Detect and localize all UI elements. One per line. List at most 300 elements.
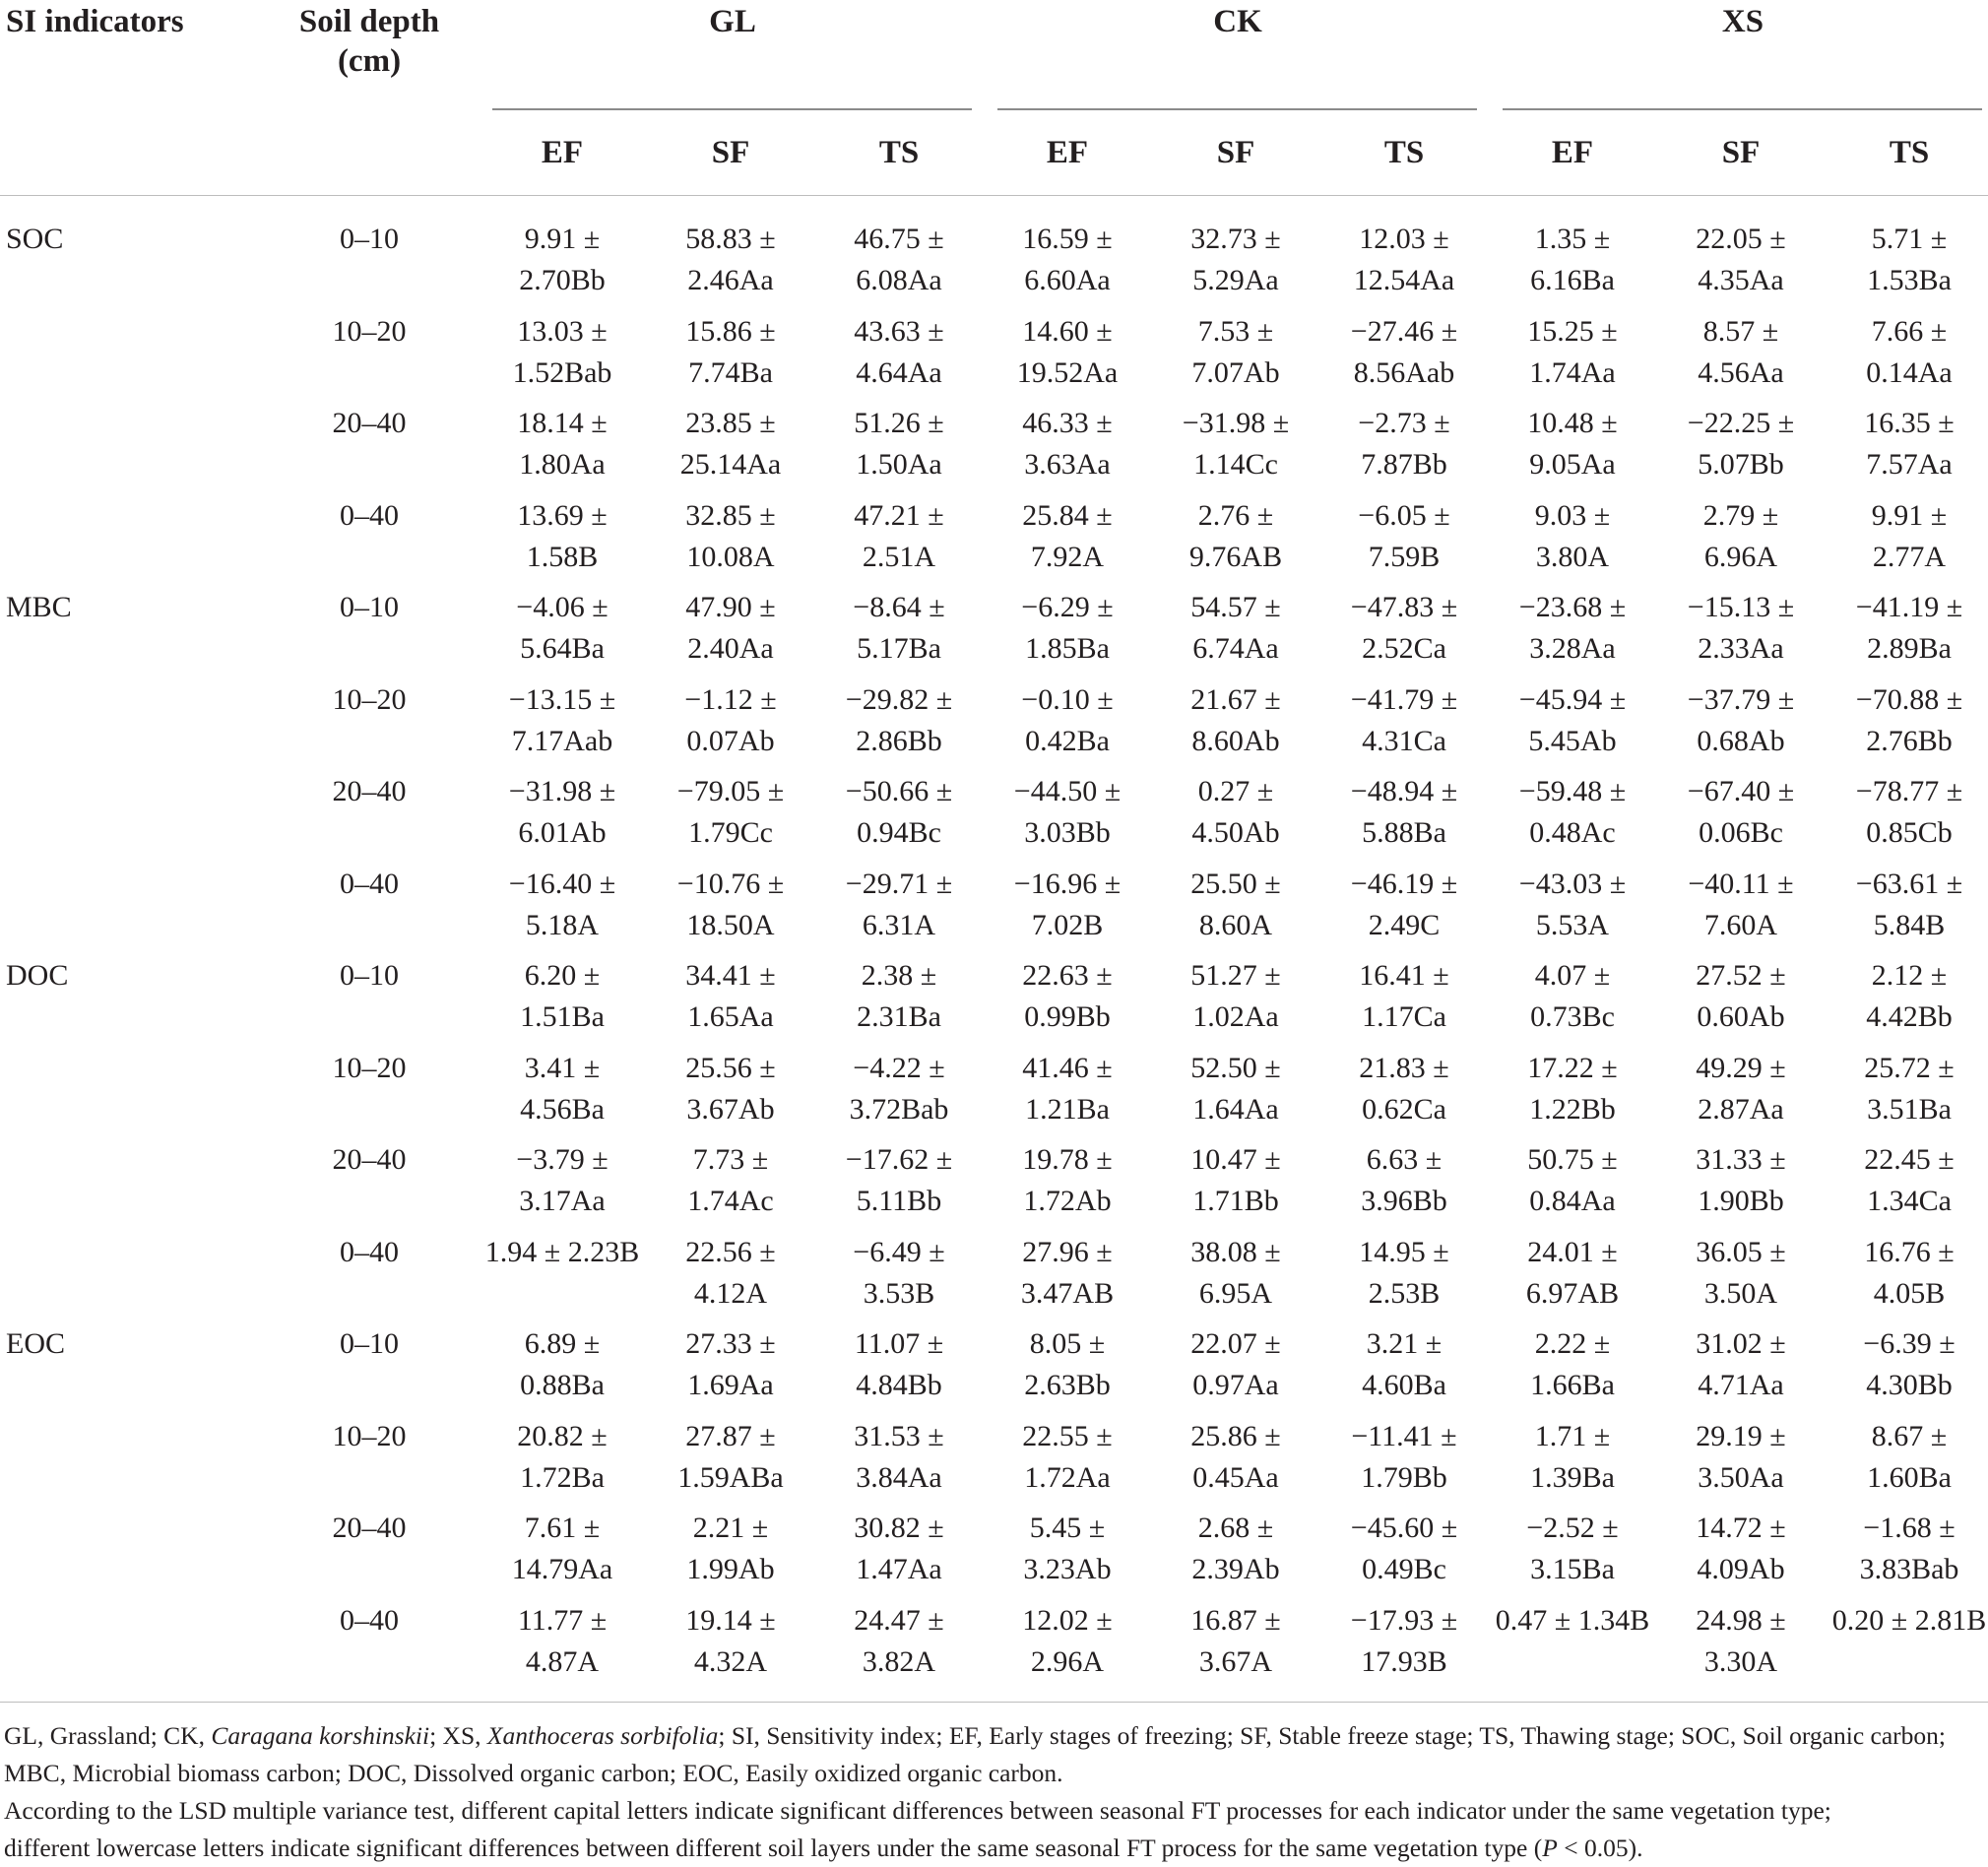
footnote-abbreviations: GL, Grassland; CK, Caragana korshinskii; XS, Xanthoceras sorbifolia; SI, Sensitivity index; EF, Early stages of freezing; SF, Stable freeze stage; TS, Thawing stage; SOC, Soil organic carbon; — [4, 1721, 1946, 1750]
cell-error-letters: 2.53B — [1368, 1276, 1441, 1310]
cell-error-letters: 1.90Bb — [1698, 1185, 1784, 1217]
cell-error-letters: 0.62Ca — [1362, 1092, 1446, 1126]
cell-error-letters: 1.66Ba — [1530, 1369, 1615, 1401]
cell-mean: 23.85 ± — [685, 407, 776, 439]
cell-mean: 31.53 ± — [854, 1419, 944, 1452]
cell-mean: 6.20 ± — [524, 959, 601, 992]
cell-error-letters: 3.15Ba — [1530, 1553, 1615, 1585]
cell-mean: 27.87 ± — [685, 1419, 776, 1452]
cell-error-letters: 1.02Aa — [1192, 1000, 1279, 1033]
cell-mean: −17.62 ± — [845, 1143, 953, 1176]
cell-error-letters: 9.76AB — [1188, 540, 1283, 573]
cell-mean: −43.03 ± — [1518, 867, 1627, 900]
cell-mean: −79.05 ± — [676, 775, 785, 807]
row-soil-depth: 0–40 — [340, 498, 399, 532]
cell-mean: 5.45 ± — [1029, 1512, 1106, 1544]
cell-mean: −67.40 ± — [1687, 775, 1795, 807]
cell-mean: 16.76 ± — [1864, 1235, 1955, 1268]
cell-mean: 22.05 ± — [1696, 223, 1786, 255]
cell-error-letters: 0.73Bc — [1530, 1000, 1615, 1033]
cell-mean: 47.90 ± — [685, 591, 776, 623]
cell-mean: −1.68 ± — [1863, 1512, 1956, 1544]
cell-error-letters: 1.79Bb — [1361, 1460, 1447, 1494]
cell-mean: −4.22 ± — [853, 1051, 945, 1084]
header-group-xs: XS — [1721, 4, 1764, 39]
cell-error-letters: 1.72Ab — [1023, 1185, 1112, 1217]
cell-mean: −22.25 ± — [1687, 407, 1795, 439]
cell-error-letters: 1.60Ba — [1867, 1460, 1952, 1494]
cell-error-letters: 5.17Ba — [857, 632, 941, 665]
cell-mean: 14.60 ± — [1022, 314, 1113, 348]
cell-mean: 19.14 ± — [685, 1603, 776, 1637]
cell-error-letters: 1.58B — [526, 540, 599, 573]
cell-mean: 9.91 ± — [524, 223, 601, 255]
cell-error-letters: 3.82A — [862, 1644, 936, 1678]
cell-mean: 5.71 ± — [1871, 223, 1948, 255]
footnote-lsd-test-cont: different lowercase letters indicate significant differences between different soil layers under the same seasonal FT process for the same vegetation type (P < 0.05). — [4, 1834, 1643, 1862]
cell-error-letters: 17.93B — [1361, 1644, 1447, 1678]
cell-error-letters: 7.87Bb — [1361, 448, 1447, 481]
cell-error-letters: 0.94Bc — [857, 816, 941, 849]
cell-mean: 2.22 ± — [1534, 1327, 1611, 1360]
cell-error-letters: 4.50Ab — [1191, 816, 1280, 849]
cell-error-letters: 0.99Bb — [1024, 1000, 1111, 1033]
cell-mean: −3.79 ± — [516, 1143, 609, 1176]
cell-mean: −6.05 ± — [1358, 498, 1450, 532]
cell-mean: 10.48 ± — [1527, 407, 1618, 439]
cell-mean: −45.94 ± — [1518, 682, 1627, 716]
cell-error-letters: 5.07Bb — [1698, 448, 1784, 481]
cell-mean: 2.12 ± — [1871, 959, 1948, 992]
cell-error-letters: 4.60Ba — [1362, 1369, 1446, 1401]
cell-mean: 11.07 ± — [854, 1327, 944, 1360]
cell-mean: 13.69 ± — [517, 498, 608, 532]
row-soil-depth: 10–20 — [332, 682, 407, 716]
cell-mean: −45.60 ± — [1350, 1512, 1458, 1544]
cell-error-letters: 3.67A — [1198, 1644, 1273, 1678]
row-soil-depth: 20–40 — [332, 775, 407, 807]
cell-mean: 50.75 ± — [1527, 1143, 1618, 1176]
row-soil-depth: 20–40 — [332, 1143, 407, 1176]
cell-mean: 16.35 ± — [1864, 407, 1955, 439]
cell-error-letters: 4.35Aa — [1698, 264, 1784, 296]
cell-mean: 51.26 ± — [854, 407, 944, 439]
cell-mean: 41.46 ± — [1022, 1051, 1113, 1084]
cell-error-letters: 4.05B — [1873, 1276, 1946, 1310]
cell-error-letters: 2.63Bb — [1024, 1369, 1111, 1401]
cell-error-letters: 3.67Ab — [686, 1092, 775, 1126]
cell-error-letters: 3.30A — [1703, 1644, 1778, 1678]
cell-mean: 19.78 ± — [1022, 1143, 1113, 1176]
cell-mean: −2.73 ± — [1358, 407, 1450, 439]
cell-mean: 20.82 ± — [517, 1419, 608, 1452]
cell-error-letters: 3.72Bab — [849, 1092, 949, 1126]
cell-error-letters: 9.05Aa — [1529, 448, 1616, 481]
cell-mean: −16.96 ± — [1013, 867, 1122, 900]
cell-error-letters: 8.56Aab — [1353, 355, 1455, 389]
cell-mean: 10.47 ± — [1190, 1143, 1281, 1176]
cell-mean: 7.61 ± — [524, 1512, 601, 1544]
cell-error-letters: 1.21Ba — [1025, 1092, 1110, 1126]
cell-error-letters: 1.72Ba — [520, 1460, 605, 1494]
cell-mean: 22.45 ± — [1864, 1143, 1955, 1176]
cell-error-letters: 1.74Aa — [1529, 355, 1616, 389]
cell-mean: −59.48 ± — [1518, 775, 1627, 807]
cell-mean: 24.47 ± — [854, 1603, 944, 1637]
cell-error-letters: 3.84Aa — [856, 1460, 942, 1494]
cell-error-letters: 2.31Ba — [857, 1000, 941, 1033]
cell-mean: 2.76 ± — [1197, 498, 1274, 532]
cell-mean: −31.98 ± — [1182, 407, 1290, 439]
cell-error-letters: 1.51Ba — [520, 1000, 605, 1033]
cell-error-letters: 8.60A — [1198, 908, 1273, 941]
row-soil-depth: 0–40 — [340, 1235, 399, 1268]
cell-mean: 4.07 ± — [1534, 959, 1611, 992]
cell-mean: 25.72 ± — [1864, 1051, 1955, 1084]
cell-mean: 32.73 ± — [1190, 223, 1281, 255]
cell-mean: −0.10 ± — [1021, 682, 1114, 716]
cell-mean: 3.41 ± — [524, 1051, 601, 1084]
cell-error-letters: 4.64Aa — [856, 355, 942, 389]
cell-error-letters: 1.14Cc — [1193, 448, 1278, 481]
cell-error-letters: 6.60Aa — [1024, 264, 1111, 296]
cell-error-letters: 2.51A — [862, 540, 936, 573]
cell-error-letters: 3.80A — [1535, 540, 1610, 573]
cell-error-letters: 0.48Ac — [1529, 816, 1616, 849]
cell-error-letters: 2.76Bb — [1866, 724, 1953, 757]
row-soil-depth: 0–10 — [340, 959, 399, 992]
cell-mean: 8.67 ± — [1871, 1419, 1948, 1452]
cell-mean: 15.86 ± — [685, 314, 776, 348]
cell-error-letters: 2.40Aa — [687, 632, 774, 665]
cell-mean: −2.52 ± — [1526, 1512, 1619, 1544]
cell-error-letters: 6.01Ab — [518, 816, 607, 849]
cell-mean: −6.29 ± — [1021, 591, 1114, 623]
group-rule-xs — [1503, 108, 1982, 110]
cell-error-letters: 18.50A — [686, 908, 775, 941]
cell-error-letters: 2.96A — [1030, 1644, 1105, 1678]
cell-mean: −27.46 ± — [1350, 314, 1458, 348]
cell-error-letters: 4.56Ba — [520, 1092, 605, 1126]
row-indicator: MBC — [6, 591, 72, 623]
cell-error-letters: 4.09Ab — [1697, 1553, 1785, 1585]
cell-error-letters: 4.31Ca — [1362, 724, 1446, 757]
cell-mean: −1.12 ± — [684, 682, 777, 716]
group-rule-ck — [997, 108, 1477, 110]
cell-error-letters: 19.52Aa — [1016, 355, 1119, 389]
cell-error-letters: 0.68Ab — [1697, 724, 1785, 757]
cell-error-letters: 7.02B — [1031, 908, 1104, 941]
cell-error-letters: 1.72Aa — [1024, 1460, 1111, 1494]
cell-error-letters: 3.28Aa — [1529, 632, 1616, 665]
cell-mean: −10.76 ± — [676, 867, 785, 900]
cell-error-letters: 25.14Aa — [679, 448, 782, 481]
cell-error-letters: 3.53B — [863, 1276, 935, 1310]
cell-mean: −6.39 ± — [1863, 1327, 1956, 1360]
subcolumn-header: SF — [711, 135, 750, 170]
cell-error-letters: 7.60A — [1703, 908, 1778, 941]
cell-mean: 31.33 ± — [1696, 1143, 1786, 1176]
cell-error-letters: 3.50A — [1703, 1276, 1778, 1310]
cell-error-letters: 1.47Aa — [856, 1553, 942, 1585]
cell-mean: 16.41 ± — [1359, 959, 1449, 992]
cell-mean: 1.35 ± — [1534, 223, 1611, 255]
cell-error-letters: 1.79Cc — [688, 816, 773, 849]
header-soil-depth-line2: (cm) — [337, 43, 402, 79]
cell-mean: −16.40 ± — [508, 867, 616, 900]
cell-mean: −4.06 ± — [516, 591, 609, 623]
footnote-lsd-test: According to the LSD multiple variance test, different capital letters indicate significant differences between seasonal FT processes for each indicator under the same vegetation type; — [4, 1796, 1831, 1825]
group-rule-gl — [492, 108, 972, 110]
cell-error-letters: 7.07Ab — [1191, 355, 1280, 389]
cell-mean: 46.75 ± — [854, 223, 944, 255]
row-soil-depth: 10–20 — [332, 1051, 407, 1084]
cell-mean: −70.88 ± — [1855, 682, 1963, 716]
cell-error-letters: 10.08A — [686, 540, 775, 573]
cell-error-letters: 2.86Bb — [856, 724, 942, 757]
cell-mean: 0.47 ± 1.34B — [1495, 1603, 1650, 1637]
cell-mean: 11.77 ± — [517, 1603, 608, 1637]
cell-error-letters: 5.84B — [1873, 908, 1946, 941]
cell-error-letters: 3.47AB — [1020, 1276, 1115, 1310]
cell-mean: 52.50 ± — [1190, 1051, 1281, 1084]
cell-error-letters: 3.83Bab — [1859, 1553, 1959, 1585]
cell-mean: 54.57 ± — [1190, 591, 1281, 623]
cell-error-letters: 3.23Ab — [1023, 1553, 1112, 1585]
cell-error-letters: 4.71Aa — [1698, 1369, 1784, 1401]
cell-mean: 27.33 ± — [685, 1327, 776, 1360]
cell-error-letters: 0.07Ab — [686, 724, 775, 757]
subcolumn-header: EF — [1551, 135, 1594, 170]
cell-error-letters: 5.45Ab — [1528, 724, 1617, 757]
cell-mean: 27.52 ± — [1696, 959, 1786, 992]
cell-error-letters: 5.18A — [525, 908, 600, 941]
cell-mean: 25.84 ± — [1022, 498, 1113, 532]
subcolumn-header: EF — [1046, 135, 1089, 170]
cell-mean: 12.02 ± — [1022, 1603, 1113, 1637]
cell-error-letters: 5.53A — [1535, 908, 1610, 941]
cell-mean: −23.68 ± — [1518, 591, 1627, 623]
cell-mean: 6.63 ± — [1366, 1143, 1443, 1176]
row-indicator: SOC — [6, 223, 64, 255]
cell-error-letters: 7.92A — [1030, 540, 1105, 573]
cell-mean: 8.05 ± — [1029, 1327, 1106, 1360]
cell-error-letters: 1.53Ba — [1867, 264, 1952, 296]
cell-mean: 2.68 ± — [1197, 1512, 1274, 1544]
cell-error-letters: 3.51Ba — [1867, 1092, 1952, 1126]
cell-mean: 27.96 ± — [1022, 1235, 1113, 1268]
cell-mean: 9.03 ± — [1534, 498, 1611, 532]
cell-error-letters: 1.39Ba — [1530, 1460, 1615, 1494]
cell-mean: −11.41 ± — [1351, 1419, 1457, 1452]
cell-error-letters: 6.31A — [862, 908, 936, 941]
cell-mean: −78.77 ± — [1855, 775, 1963, 807]
cell-error-letters: 4.12A — [693, 1276, 768, 1310]
cell-mean: 7.66 ± — [1871, 314, 1948, 348]
cell-mean: −37.79 ± — [1687, 682, 1795, 716]
cell-error-letters: 1.69Aa — [687, 1369, 774, 1401]
cell-error-letters: 3.96Bb — [1361, 1185, 1447, 1217]
cell-error-letters: 2.52Ca — [1362, 632, 1446, 665]
cell-mean: 12.03 ± — [1359, 223, 1449, 255]
cell-mean: 15.25 ± — [1527, 314, 1618, 348]
cell-mean: 24.01 ± — [1527, 1235, 1618, 1268]
cell-error-letters: 6.96A — [1703, 540, 1778, 573]
footnote-abbreviations-cont: MBC, Microbial biomass carbon; DOC, Dissolved organic carbon; EOC, Easily oxidized organic carbon. — [4, 1759, 1063, 1787]
cell-mean: 24.98 ± — [1696, 1603, 1786, 1637]
cell-error-letters: 1.34Ca — [1867, 1185, 1952, 1217]
cell-mean: 1.94 ± 2.23B — [484, 1235, 640, 1268]
cell-error-letters: 2.89Ba — [1867, 632, 1952, 665]
cell-mean: −40.11 ± — [1688, 867, 1794, 900]
cell-error-letters: 2.70Bb — [519, 264, 606, 296]
cell-mean: 46.33 ± — [1022, 407, 1113, 439]
table-bottom-rule — [0, 1702, 1988, 1703]
cell-error-letters: 1.85Ba — [1025, 632, 1110, 665]
cell-error-letters: 7.59B — [1368, 540, 1441, 573]
cell-mean: 7.53 ± — [1197, 314, 1274, 348]
cell-error-letters: 6.08Aa — [856, 264, 942, 296]
cell-mean: 16.59 ± — [1022, 223, 1113, 255]
cell-mean: −63.61 ± — [1855, 867, 1963, 900]
header-group-gl: GL — [709, 4, 756, 39]
cell-error-letters: 1.22Bb — [1529, 1092, 1616, 1126]
cell-mean: −48.94 ± — [1350, 775, 1458, 807]
row-soil-depth: 10–20 — [332, 1419, 407, 1452]
cell-error-letters: 4.30Bb — [1866, 1369, 1953, 1401]
row-soil-depth: 0–40 — [340, 1603, 399, 1637]
cell-mean: 18.14 ± — [517, 407, 608, 439]
cell-mean: −17.93 ± — [1350, 1603, 1458, 1637]
cell-mean: 14.95 ± — [1359, 1235, 1449, 1268]
subcolumn-header: SF — [1721, 135, 1761, 170]
cell-mean: 25.86 ± — [1190, 1419, 1281, 1452]
row-soil-depth: 0–10 — [340, 591, 399, 623]
cell-mean: 22.56 ± — [685, 1235, 776, 1268]
cell-error-letters: 0.97Aa — [1192, 1369, 1279, 1401]
subcolumn-header: SF — [1216, 135, 1255, 170]
cell-mean: −46.19 ± — [1350, 867, 1458, 900]
cell-error-letters: 1.74Ac — [687, 1185, 774, 1217]
cell-mean: 21.83 ± — [1359, 1051, 1449, 1084]
cell-error-letters: 0.84Aa — [1529, 1185, 1616, 1217]
cell-mean: −47.83 ± — [1350, 591, 1458, 623]
cell-mean: 17.22 ± — [1527, 1051, 1618, 1084]
cell-mean: 6.89 ± — [524, 1327, 601, 1360]
header-soil-depth-line1: Soil depth — [298, 4, 440, 39]
cell-mean: 51.27 ± — [1190, 959, 1281, 992]
cell-mean: 31.02 ± — [1696, 1327, 1786, 1360]
cell-mean: 25.56 ± — [685, 1051, 776, 1084]
cell-error-letters: 4.84Bb — [856, 1369, 942, 1401]
cell-error-letters: 4.32A — [693, 1644, 768, 1678]
subcolumn-header: TS — [878, 135, 920, 170]
row-soil-depth: 10–20 — [332, 314, 407, 348]
header-rule — [0, 195, 1988, 196]
subcolumn-header: TS — [1889, 135, 1930, 170]
cell-error-letters: 14.79Aa — [511, 1553, 613, 1585]
cell-error-letters: 3.63Aa — [1024, 448, 1111, 481]
cell-error-letters: 1.65Aa — [687, 1000, 774, 1033]
cell-mean: 29.19 ± — [1696, 1419, 1786, 1452]
cell-mean: 49.29 ± — [1696, 1051, 1786, 1084]
cell-mean: −41.79 ± — [1350, 682, 1458, 716]
row-soil-depth: 0–40 — [340, 867, 399, 900]
cell-error-letters: 7.17Aab — [511, 724, 613, 757]
cell-error-letters: 2.39Ab — [1191, 1553, 1280, 1585]
cell-mean: 13.03 ± — [517, 314, 608, 348]
cell-error-letters: 0.88Ba — [520, 1369, 605, 1401]
cell-mean: 34.41 ± — [685, 959, 776, 992]
cell-error-letters: 5.11Bb — [856, 1185, 942, 1217]
cell-mean: 3.21 ± — [1366, 1327, 1443, 1360]
cell-mean: 32.85 ± — [685, 498, 776, 532]
cell-error-letters: 4.56Aa — [1698, 355, 1784, 389]
cell-error-letters: 12.54Aa — [1353, 264, 1455, 296]
cell-mean: −29.82 ± — [845, 682, 953, 716]
cell-error-letters: 0.85Cb — [1866, 816, 1953, 849]
row-soil-depth: 20–40 — [332, 1512, 407, 1544]
cell-mean: 30.82 ± — [854, 1512, 944, 1544]
cell-error-letters: 1.17Ca — [1362, 1000, 1446, 1033]
cell-mean: −6.49 ± — [853, 1235, 945, 1268]
cell-error-letters: 0.14Aa — [1866, 355, 1953, 389]
cell-error-letters: 3.03Bb — [1024, 816, 1111, 849]
cell-error-letters: 1.50Aa — [856, 448, 942, 481]
cell-mean: 2.38 ± — [861, 959, 937, 992]
cell-mean: 22.07 ± — [1190, 1327, 1281, 1360]
cell-error-letters: 0.06Bc — [1699, 816, 1783, 849]
row-indicator: EOC — [6, 1327, 65, 1360]
cell-error-letters: 8.60Ab — [1191, 724, 1280, 757]
cell-error-letters: 5.64Ba — [520, 632, 605, 665]
cell-error-letters: 6.16Ba — [1530, 264, 1615, 296]
header-si-indicators: SI indicators — [6, 4, 184, 39]
cell-error-letters: 1.80Aa — [519, 448, 606, 481]
row-soil-depth: 20–40 — [332, 407, 407, 439]
cell-error-letters: 1.99Ab — [686, 1553, 775, 1585]
cell-mean: 2.79 ± — [1702, 498, 1779, 532]
cell-mean: 22.63 ± — [1022, 959, 1113, 992]
cell-mean: 1.71 ± — [1534, 1419, 1611, 1452]
cell-mean: 43.63 ± — [854, 314, 944, 348]
cell-mean: 21.67 ± — [1190, 682, 1281, 716]
subcolumn-header: EF — [541, 135, 584, 170]
cell-error-letters: 0.49Bc — [1362, 1553, 1446, 1585]
cell-error-letters: 1.59ABa — [677, 1460, 784, 1494]
cell-mean: −13.15 ± — [508, 682, 616, 716]
cell-error-letters: 0.42Ba — [1025, 724, 1110, 757]
cell-error-letters: 6.97AB — [1525, 1276, 1620, 1310]
cell-mean: −41.19 ± — [1855, 591, 1963, 623]
cell-mean: −31.98 ± — [508, 775, 616, 807]
cell-error-letters: 1.64Aa — [1192, 1092, 1279, 1126]
cell-error-letters: 2.87Aa — [1698, 1092, 1784, 1126]
cell-error-letters: 2.46Aa — [687, 264, 774, 296]
cell-error-letters: 5.29Aa — [1192, 264, 1279, 296]
cell-mean: 0.27 ± — [1197, 775, 1274, 807]
subcolumn-header: TS — [1383, 135, 1425, 170]
cell-mean: 47.21 ± — [854, 498, 944, 532]
cell-error-letters: 4.87A — [525, 1644, 600, 1678]
cell-mean: 16.87 ± — [1190, 1603, 1281, 1637]
cell-mean: 14.72 ± — [1696, 1512, 1786, 1544]
cell-error-letters: 2.49C — [1368, 908, 1441, 941]
cell-error-letters: 6.95A — [1198, 1276, 1273, 1310]
cell-mean: −44.50 ± — [1013, 775, 1122, 807]
cell-mean: 8.57 ± — [1702, 314, 1779, 348]
cell-error-letters: 3.50Aa — [1698, 1460, 1784, 1494]
